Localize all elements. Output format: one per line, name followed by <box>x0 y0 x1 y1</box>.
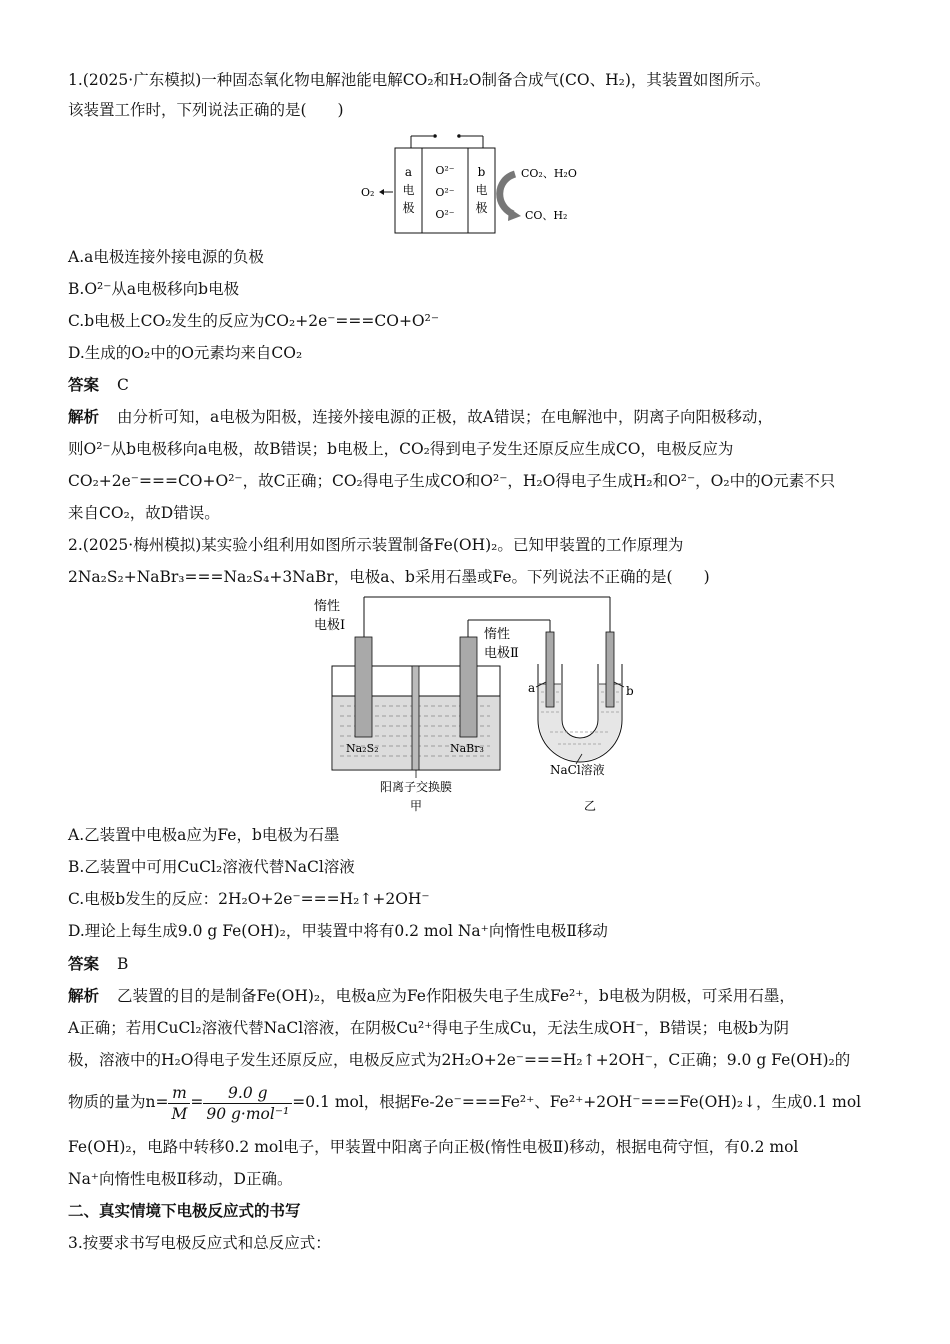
q1-out-gas: CO、H₂ <box>525 209 568 222</box>
svg-text:极: 极 <box>402 201 415 215</box>
svg-text:电: 电 <box>402 183 415 197</box>
q1-b-electrode-label: b <box>477 165 486 179</box>
q2-option-c: C.电极b发生的反应：2H₂O+2e⁻===H₂↑+2OH⁻ <box>68 890 430 908</box>
q1-ion-2: O²⁻ <box>435 186 455 199</box>
q1-o2-label: O₂ <box>361 186 375 199</box>
q2-electrode2-label-b: 电极Ⅱ <box>484 646 519 661</box>
q1-answer-value: C <box>117 376 129 394</box>
q2-analysis-line1: 解析 乙装置的目的是制备Fe(OH)₂，电极a应为Fe作阳极失电子生成Fe²⁺，b电极为阴极，可采用石墨， <box>68 986 795 1005</box>
q2-analysis-line3: 极，溶液中的H₂O得电子发生还原反应，电极反应式为2H₂O+2e⁻===H₂↑+2OH⁻，C正确；9.0 g Fe(OH)₂的 <box>68 1051 851 1069</box>
q2-fraction-mass-over-molar: $\frac{9.0 g}{\text{90 g·mol⁻¹}}$ <box>203 1083 292 1124</box>
q2-electrode-a-label: a <box>528 681 536 695</box>
q2-nacl-label: NaCl溶液 <box>550 763 605 777</box>
q1-option-a: A.a电极连接外接电源的负极 <box>68 248 264 266</box>
q2-apparatus-figure <box>310 592 650 814</box>
q2-membrane-label: 阳离子交换膜 <box>379 780 453 794</box>
q2-analysis-label: 解析 <box>68 986 100 1005</box>
section2-title: 二、真实情境下电极反应式的书写 <box>68 1201 301 1220</box>
q2-yi-label: 乙 <box>583 799 597 813</box>
q2-fraction-m-over-M: $\frac{m}{M}$ <box>168 1083 190 1124</box>
q2-option-a: A.乙装置中电极a应为Fe，b电极为石墨 <box>68 826 340 844</box>
q2-electrode-b-label: b <box>626 684 634 698</box>
q2-electrode2-label-a: 惰性 <box>484 627 511 642</box>
q1-ion-1: O²⁻ <box>435 164 455 177</box>
q1-electrolysis-figure <box>355 128 595 238</box>
q1-answer-line <box>68 374 129 396</box>
q2-answer-value: B <box>117 955 129 973</box>
q1-in-gas: CO₂、H₂O <box>521 167 577 180</box>
q2-answer-line <box>68 953 128 975</box>
svg-text:极: 极 <box>475 201 488 215</box>
q2-analysis-line5: Fe(OH)₂，电路中转移0.2 mol电子，甲装置中阳离子向正极(惰性电极Ⅱ)移动，根据电荷守恒，有0.2 mol <box>68 1138 799 1156</box>
q2-stem-line1: 2.(2025·梅州模拟)某实验小组利用如图所示装置制备Fe(OH)₂。已知甲装置的工作原理为 <box>68 536 684 554</box>
q1-stem-line1: 1.(2025·广东模拟)一种固态氧化物电解池能电解CO₂和H₂O制备合成气(CO、H₂)，其装置如图所示。 <box>68 71 771 89</box>
q1-ion-3: O²⁻ <box>435 208 455 221</box>
svg-text:电: 电 <box>475 183 488 197</box>
q2-sol-right: NaBr₃ <box>450 742 484 755</box>
q2-analysis-line4: 物质的量为n= $\frac{m}{M}$ = $\frac{9.0 g}{\text{90 g·mol⁻¹}}$ =0.1 mol，根据Fe-2e⁻===Fe²⁺、Fe²⁺+2OH⁻===Fe(OH)₂↓，生成0.1 mol <box>68 1083 862 1123</box>
q1-option-c: C.b电极上CO₂发生的反应为CO₂+2e⁻===CO+O²⁻ <box>68 312 440 330</box>
q1-a-electrode-label: a <box>404 165 413 179</box>
q2-stem-line2: 2Na₂S₂+NaBr₃===Na₂S₄+3NaBr，电极a、b采用石墨或Fe。下列说法不正确的是( ) <box>68 568 710 586</box>
q1-analysis-line2: 则O²⁻从b电极移向a电极，故B错误；b电极上，CO₂得到电子发生还原反应生成CO，电极反应为 <box>68 440 734 458</box>
q2-answer-label: 答案 <box>68 954 100 973</box>
q2-option-b: B.乙装置中可用CuCl₂溶液代替NaCl溶液 <box>68 858 355 876</box>
q1-analysis-line1: 解析 由分析可知，a电极为阳极，连接外接电源的正极，故A错误；在电解池中，阴离子向阳极移动， <box>68 407 773 426</box>
q2-electrode1-label-b: 电极Ⅰ <box>314 618 346 633</box>
q1-option-b: B.O²⁻从a电极移向b电极 <box>68 280 240 298</box>
q1-answer-label: 答案 <box>68 375 100 394</box>
q1-analysis-label: 解析 <box>68 407 100 426</box>
q2-analysis-line2: A正确；若用CuCl₂溶液代替NaCl溶液，在阴极Cu²⁺得电子生成Cu，无法生成OH⁻，B错误；电极b为阴 <box>68 1019 789 1037</box>
q3-stem: 3.按要求书写电极反应式和总反应式： <box>68 1234 331 1252</box>
q2-analysis-line6: Na⁺向惰性电极Ⅱ移动，D正确。 <box>68 1170 293 1188</box>
q1-analysis-line4: 来自CO₂，故D错误。 <box>68 504 220 522</box>
q1-stem-line2: 该装置工作时，下列说法正确的是( ) <box>68 101 344 119</box>
q2-option-d: D.理论上每生成9.0 g Fe(OH)₂，甲装置中将有0.2 mol Na⁺向惰性电极Ⅱ移动 <box>68 922 608 940</box>
q1-option-d: D.生成的O₂中的O元素均来自CO₂ <box>68 344 303 362</box>
q1-analysis-line3: CO₂+2e⁻===CO+O²⁻，故C正确；CO₂得电子生成CO和O²⁻，H₂O得电子生成H₂和O²⁻，O₂中的O元素不只 <box>68 472 836 490</box>
q2-electrode1-label-a: 惰性 <box>314 599 341 614</box>
q2-sol-left: Na₂S₂ <box>346 742 379 755</box>
q2-jia-label: 甲 <box>409 799 423 813</box>
